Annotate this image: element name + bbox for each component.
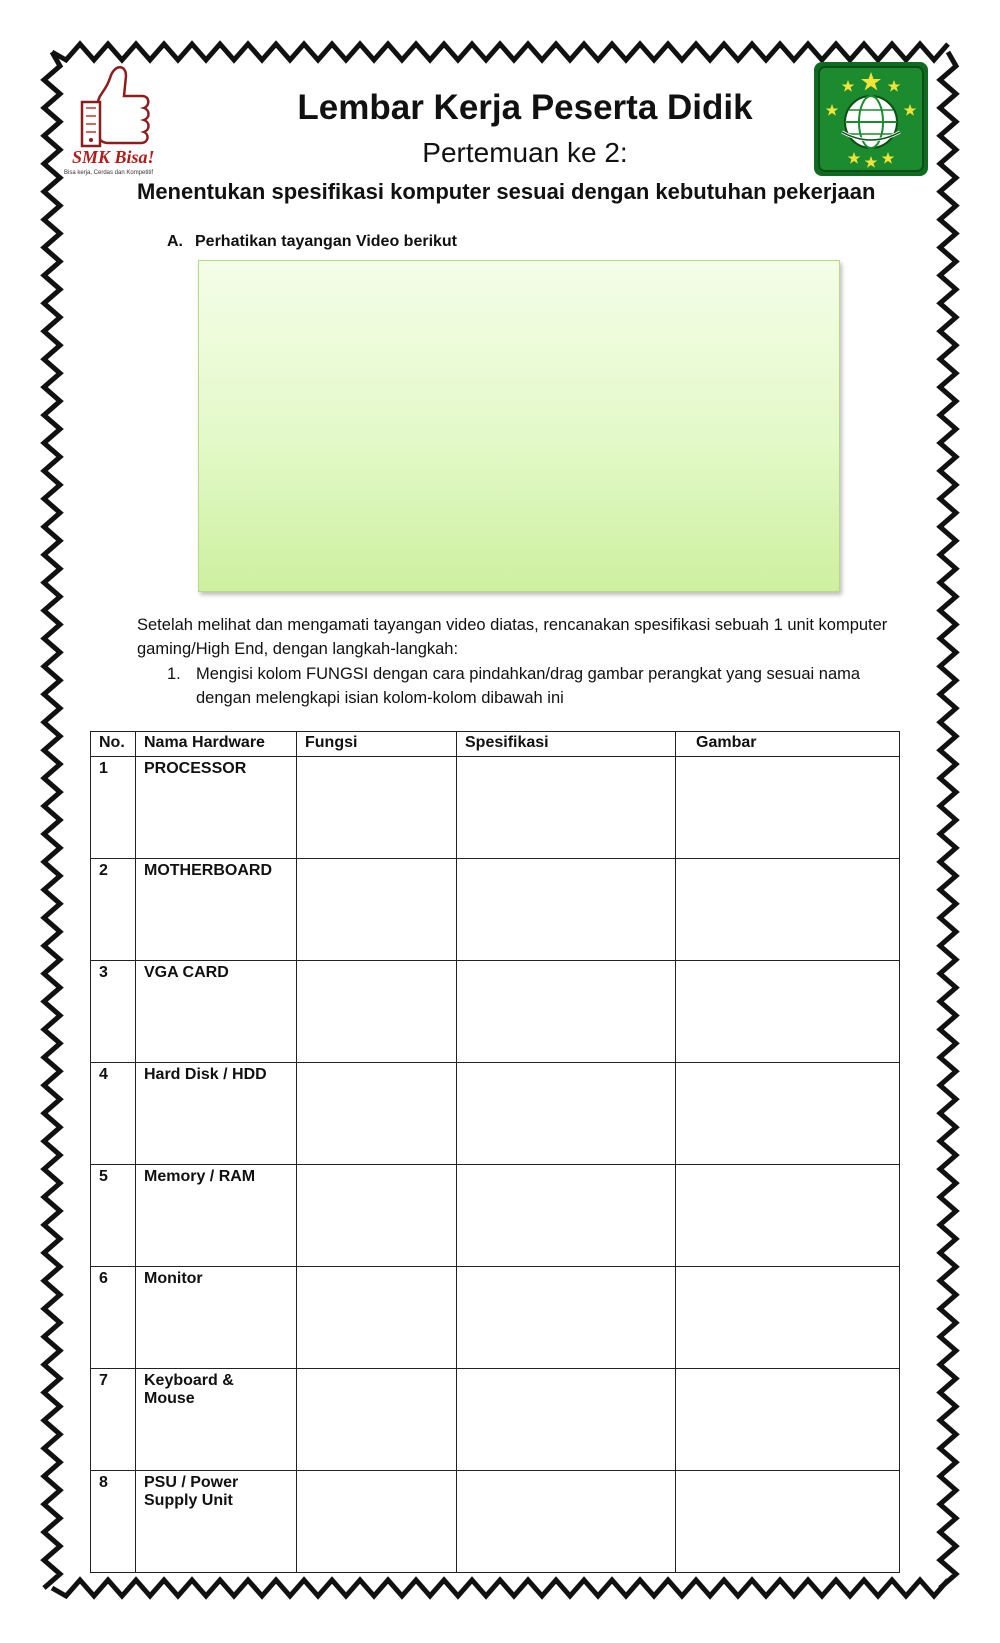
hardware-name: Keyboard & Mouse (136, 1369, 297, 1471)
hardware-name: PROCESSOR (136, 757, 297, 859)
column-header-gambar: Gambar (676, 732, 900, 757)
row-number: 1 (91, 757, 136, 859)
row-number: 5 (91, 1165, 136, 1267)
svg-text:Bisa kerja, Cerdas dan Kompeti: Bisa kerja, Cerdas dan Kompetitif (64, 170, 154, 176)
hardware-name: MOTHERBOARD (136, 859, 297, 961)
spesifikasi-input-cell[interactable] (457, 1471, 676, 1573)
gambar-drop-cell[interactable] (676, 859, 900, 961)
fungsi-drop-cell[interactable] (297, 1369, 457, 1471)
column-header-spesifikasi: Spesifikasi (457, 732, 676, 757)
row-number: 4 (91, 1063, 136, 1165)
section-a-text: Perhatikan tayangan Video berikut (195, 233, 458, 250)
hardware-name: Hard Disk / HDD (136, 1063, 297, 1165)
thumbs-up-icon (62, 60, 192, 178)
hardware-name: Monitor (136, 1267, 297, 1369)
gambar-drop-cell[interactable] (676, 1471, 900, 1573)
gambar-drop-cell[interactable] (676, 757, 900, 859)
row-number: 2 (91, 859, 136, 961)
svg-text:SMK Bisa!: SMK Bisa! (72, 147, 155, 167)
fungsi-drop-cell[interactable] (297, 859, 457, 961)
gambar-drop-cell[interactable] (676, 1369, 900, 1471)
gambar-drop-cell[interactable] (676, 961, 900, 1063)
spesifikasi-input-cell[interactable] (457, 757, 676, 859)
section-a-heading (167, 231, 457, 253)
spesifikasi-input-cell[interactable] (457, 961, 676, 1063)
table-row (91, 757, 900, 859)
column-header-nama-hardware: Nama Hardware (136, 732, 297, 757)
table-row (91, 1063, 900, 1165)
page-subtitle: Pertemuan ke 2: (422, 137, 628, 168)
gambar-drop-cell[interactable] (676, 1063, 900, 1165)
fungsi-drop-cell[interactable] (297, 961, 457, 1063)
gambar-drop-cell[interactable] (676, 1165, 900, 1267)
table-row (91, 1471, 900, 1573)
gambar-drop-cell[interactable] (676, 1267, 900, 1369)
hardware-spec-table (90, 731, 900, 1573)
row-number: 7 (91, 1369, 136, 1471)
row-number: 3 (91, 961, 136, 1063)
table-row (91, 1369, 900, 1471)
row-number: 8 (91, 1471, 136, 1573)
row-number: 6 (91, 1267, 136, 1369)
spesifikasi-input-cell[interactable] (457, 1369, 676, 1471)
step-text: Mengisi kolom FUNGSI dengan cara pindahkan/drag gambar perangkat yang sesuai nama dengan melengkapi isian kolom-kolom dibawah ini (196, 665, 861, 707)
column-header-no: No. (91, 732, 136, 757)
table-header-row (91, 732, 900, 757)
step-number: 1. (167, 665, 181, 683)
spesifikasi-input-cell[interactable] (457, 1267, 676, 1369)
table-row (91, 961, 900, 1063)
spesifikasi-input-cell[interactable] (457, 859, 676, 961)
column-header-fungsi: Fungsi (297, 732, 457, 757)
fungsi-drop-cell[interactable] (297, 757, 457, 859)
spesifikasi-input-cell[interactable] (457, 1165, 676, 1267)
fungsi-drop-cell[interactable] (297, 1165, 457, 1267)
fungsi-drop-cell[interactable] (297, 1063, 457, 1165)
fungsi-drop-cell[interactable] (297, 1267, 457, 1369)
section-a-marker: A. (167, 233, 183, 250)
hardware-name: VGA CARD (136, 961, 297, 1063)
page-title: Lembar Kerja Peserta Didik (297, 88, 753, 127)
hardware-name: Memory / RAM (136, 1165, 297, 1267)
instruction-paragraph: Setelah melihat dan mengamati tayangan video diatas, rencanakan spesifikasi sebuah 1 unit komputer gaming/High End, dengan langkah-langkah: (137, 616, 888, 658)
table-row (91, 1267, 900, 1369)
spesifikasi-input-cell[interactable] (457, 1063, 676, 1165)
fungsi-drop-cell[interactable] (297, 1471, 457, 1573)
table-row (91, 859, 900, 961)
table-row (91, 1165, 900, 1267)
hardware-name: PSU / Power Supply Unit (136, 1471, 297, 1573)
lesson-topic: Menentukan spesifikasi komputer sesuai dengan kebutuhan pekerjaan (137, 179, 876, 204)
video-embed-placeholder[interactable] (198, 260, 840, 592)
smk-bisa-logo (62, 60, 192, 178)
